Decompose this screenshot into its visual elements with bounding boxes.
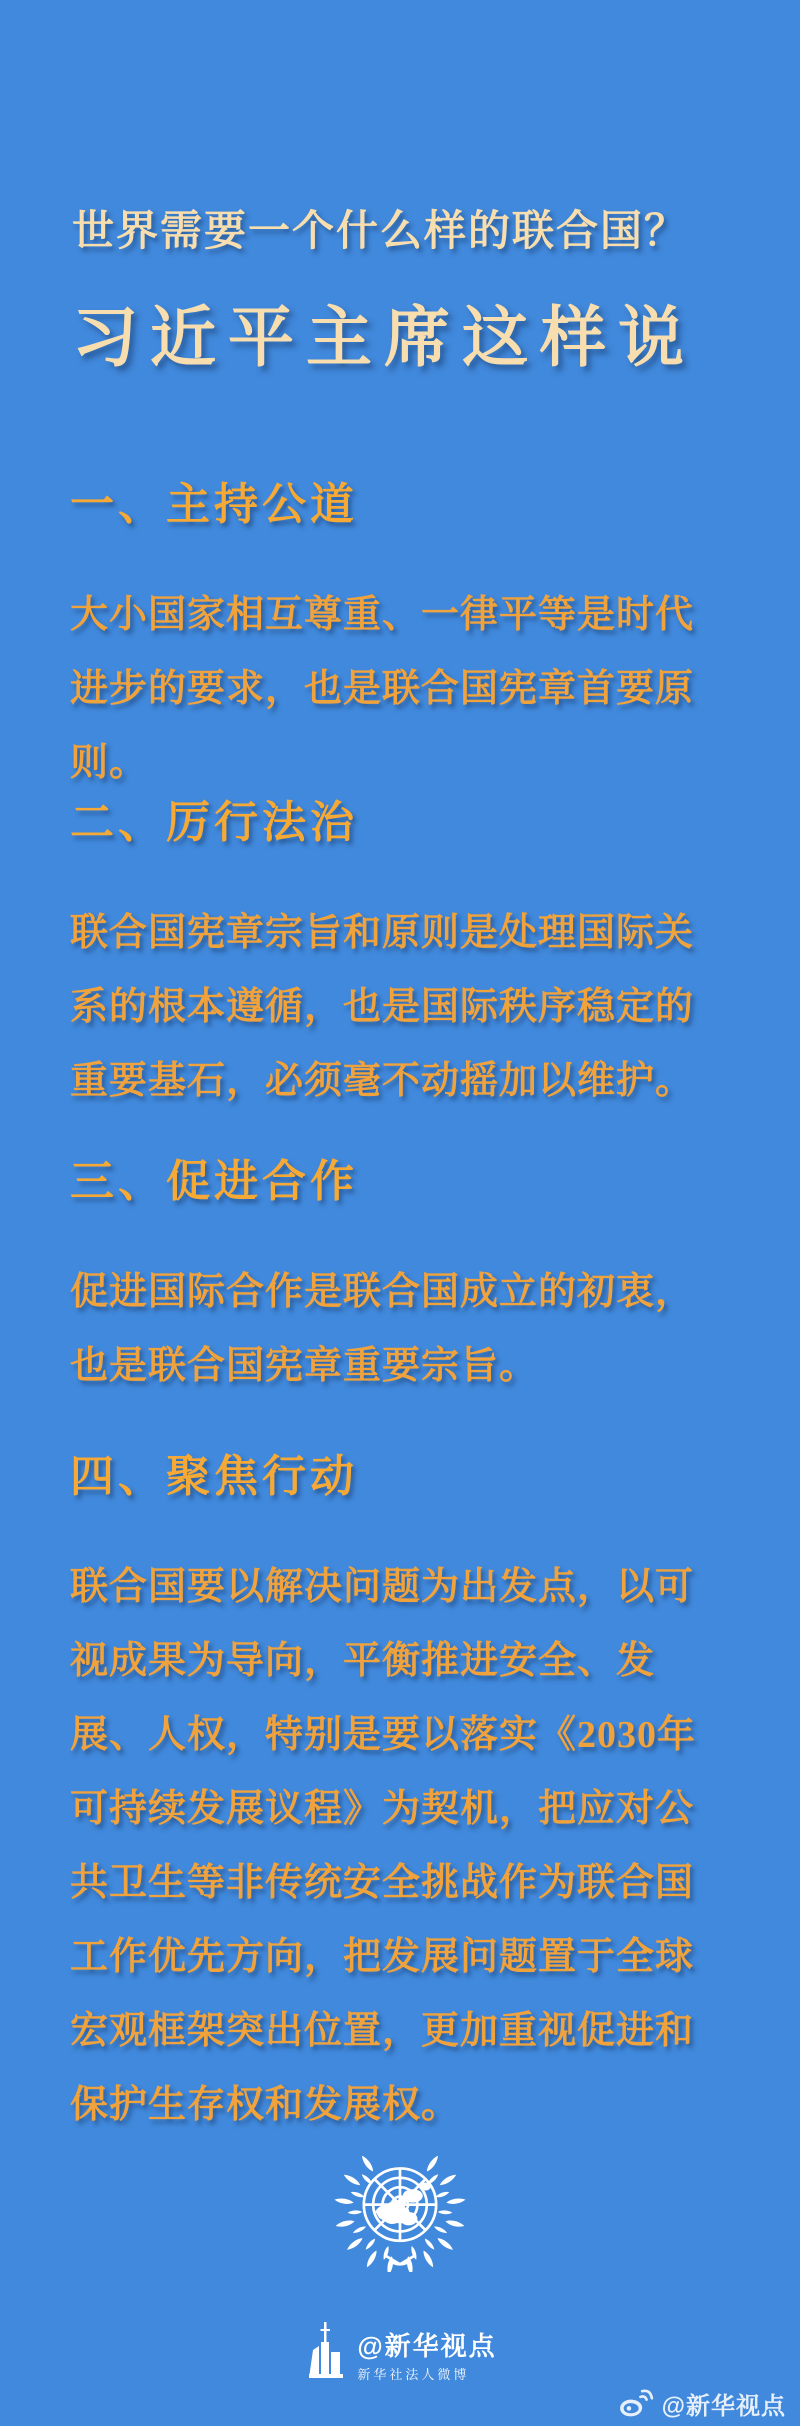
weibo-icon bbox=[618, 2389, 654, 2419]
xinhua-logo-block bbox=[0, 2322, 800, 2383]
section-focus-on-action bbox=[70, 1450, 732, 2142]
un-emblem-icon bbox=[333, 2156, 467, 2272]
section-2-heading: 二、厉行法治 bbox=[70, 798, 358, 847]
poster-title-question: 世界需要一个什么样的联合国？ bbox=[72, 209, 689, 255]
section-uphold-justice bbox=[70, 478, 732, 800]
section-1-body: 大小国家相互尊重、一律平等是时代进步的要求，也是联合国宪章首要原则。 bbox=[70, 594, 695, 784]
section-1-heading: 一、主持公道 bbox=[70, 480, 358, 529]
xinhua-weibo-account: @新华视点 bbox=[357, 2331, 497, 2361]
xinhua-weibo-subtitle: 新华社法人微博 bbox=[357, 2367, 470, 2382]
poster-title-main: 习近平主席这样说 bbox=[72, 302, 696, 375]
section-2-body: 联合国宪章宗旨和原则是处理国际关系的根本遵循，也是国际秩序稳定的重要基石，必须毫不动摇加以维护。 bbox=[70, 912, 695, 1102]
xinhua-building-icon bbox=[303, 2322, 347, 2378]
section-4-body: 联合国要以解决问题为出发点，以可视成果为导向，平衡推进安全、发展、人权，特别是要以落实《2030年可持续发展议程》为契机，把应对公共卫生等非传统安全挑战作为联合国工作优先方向，把发展问题置于全球宏观框架突出位置，更加重视促进和保护生存权和发展权。 bbox=[70, 1566, 697, 2126]
section-promote-cooperation bbox=[70, 1155, 732, 1403]
watermark-text: @新华视点 bbox=[661, 2393, 786, 2420]
section-rule-of-law bbox=[70, 796, 732, 1118]
section-4-heading: 四、聚焦行动 bbox=[70, 1452, 358, 1501]
section-3-body: 促进国际合作是联合国成立的初衷，也是联合国宪章重要宗旨。 bbox=[70, 1271, 695, 1387]
weibo-watermark bbox=[618, 2386, 786, 2421]
section-3-heading: 三、促进合作 bbox=[70, 1157, 358, 1206]
